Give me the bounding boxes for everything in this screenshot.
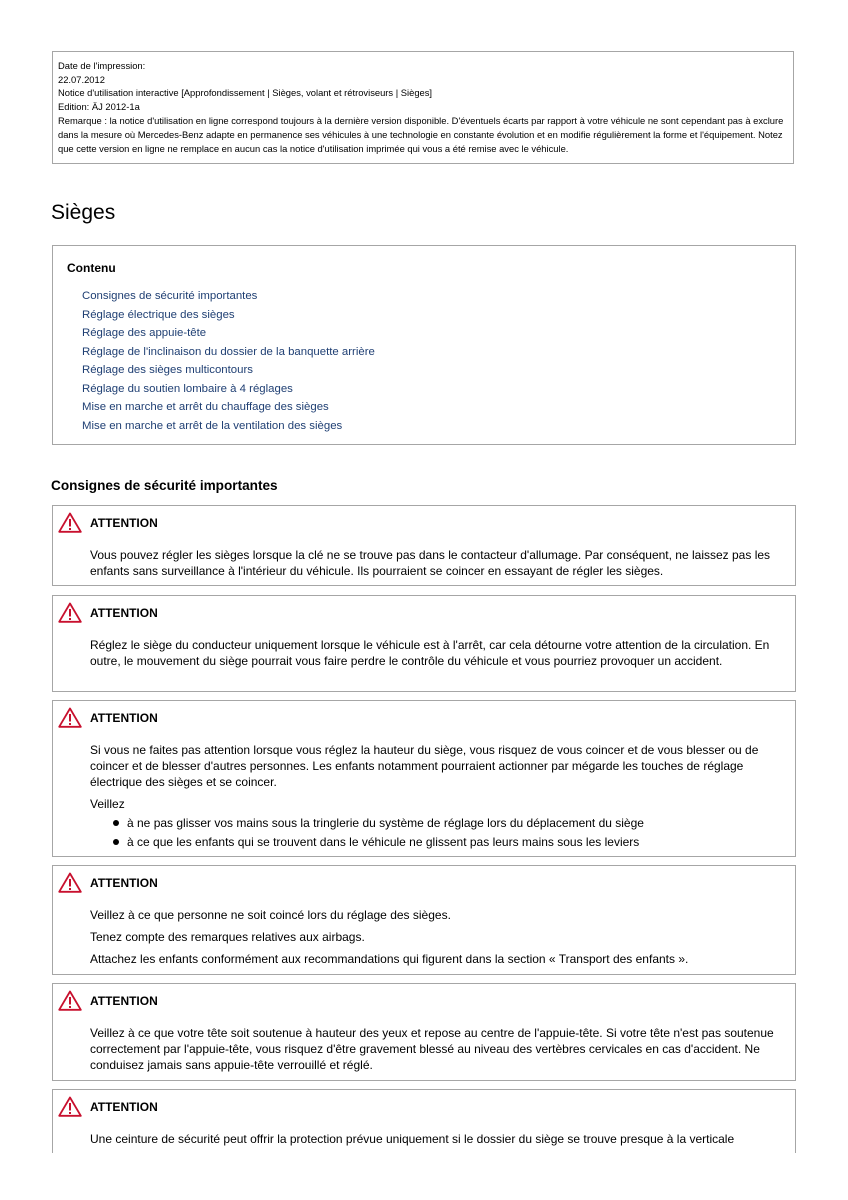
warning-body	[90, 907, 781, 973]
warning-body	[90, 637, 781, 675]
remark: Remarque : la notice d'utilisation en ligne correspond toujours à la dernière version disponible. D'éventuels écarts par rapport à votre véhicule ne sont cependant pas à exclure dans la mesure où Mercedes-Benz adapte en permanence ses véhicules à une technologie en constante évolution et en modifie régulièrement la forme et l'équipement. Notez que cette version en ligne ne remplace en aucun cas la notice d'utilisation imprimée qui vous a été remise avec le véhicule.	[58, 115, 784, 154]
page-title: Sièges	[51, 201, 116, 224]
warning-title: ATTENTION	[90, 994, 158, 1008]
section-title: Consignes de sécurité importantes	[51, 478, 278, 493]
edition: Edition: ÄJ 2012-1a	[58, 100, 140, 112]
warning-text: Veillez à ce que votre tête soit soutenue à hauteur des yeux et repose au centre de l'appuie-tête. Si votre tête n'est pas soutenue correctement par l'appuie-tête, vous risquez d'être gravement blessé au niveau des vertèbres cervicales en cas d'accident. Ne conduisez jamais sans appuie-tête verrouillé et réglé.	[90, 1026, 774, 1072]
toc-item	[82, 380, 781, 399]
warning-body	[90, 1025, 781, 1079]
toc-link-electric-seats[interactable]: Réglage électrique des sièges	[82, 308, 235, 321]
warning-box	[52, 700, 796, 857]
warning-box	[52, 1089, 796, 1153]
warning-triangle-icon	[58, 990, 82, 1011]
toc-link-seat-ventilation[interactable]: Mise en marche et arrêt de la ventilation des sièges	[82, 419, 343, 432]
warning-box	[52, 983, 796, 1081]
warning-title: ATTENTION	[90, 876, 158, 890]
warning-box	[52, 505, 796, 586]
warning-triangle-icon	[58, 707, 82, 728]
warning-title: ATTENTION	[90, 711, 158, 725]
warning-triangle-icon	[58, 512, 82, 533]
warning-body	[90, 742, 781, 851]
toc-link-safety[interactable]: Consignes de sécurité importantes	[82, 290, 258, 302]
warning-title: ATTENTION	[90, 516, 158, 530]
table-of-contents	[52, 245, 796, 445]
print-info-box	[52, 51, 794, 164]
toc-link-rear-backrest[interactable]: Réglage de l'inclinaison du dossier de la banquette arrière	[82, 345, 375, 358]
warning-title: ATTENTION	[90, 1100, 158, 1114]
toc-item	[82, 324, 781, 343]
toc-heading: Contenu	[67, 261, 116, 275]
toc-item	[82, 343, 781, 362]
toc-link-multicontour[interactable]: Réglage des sièges multicontours	[82, 364, 253, 376]
toc-list	[67, 287, 781, 435]
print-date-label: Date de l'impression:	[58, 60, 146, 71]
warning-title: ATTENTION	[90, 606, 158, 620]
warning-triangle-icon	[58, 872, 82, 893]
warning-body	[90, 547, 781, 585]
toc-item	[82, 306, 781, 325]
warning-text: Réglez le siège du conducteur uniquement lorsque le véhicule est à l'arrêt, car cela détourne votre attention de la circulation. En outre, le mouvement du siège pourrait vous faire perdre le contrôle du véhicule et vous pourriez provoquer un accident.	[90, 638, 770, 668]
warning-text: Une ceinture de sécurité peut offrir la protection prévue uniquement si le dossier du siège se trouve presque à la verticale	[90, 1132, 735, 1146]
warning-text: Si vous ne faites pas attention lorsque vous réglez la hauteur du siège, vous risquez de vous coincer et de vous blesser ou de coincer et de blesser d'autres personnes. Les enfants notamment pourraient actionner par mégarde les touches de réglage électrique des sièges et se coincer.	[90, 743, 759, 789]
warning-triangle-icon	[58, 1096, 82, 1117]
bullet-item: à ne pas glisser vos mains sous la tringlerie du système de réglage lors du déplacement du siège	[90, 814, 781, 833]
toc-item	[82, 361, 781, 380]
warning-text: Attachez les enfants conformément aux recommandations qui figurent dans la section « Transport des enfants ».	[90, 952, 689, 966]
warning-box	[52, 865, 796, 975]
manual-path: Notice d'utilisation interactive [Approfondissement | Sièges, volant et rétroviseurs | Sièges]	[58, 87, 433, 99]
warning-bullet-list	[90, 814, 781, 851]
warning-box	[52, 595, 796, 692]
warning-text: Veillez à ce que personne ne soit coincé lors du réglage des sièges.	[90, 908, 451, 922]
toc-link-seat-heating[interactable]: Mise en marche et arrêt du chauffage des sièges	[82, 401, 329, 413]
toc-item	[82, 287, 781, 306]
warning-body	[90, 1131, 781, 1153]
toc-link-lumbar[interactable]: Réglage du soutien lombaire à 4 réglages	[82, 382, 293, 395]
bullet-item: à ce que les enfants qui se trouvent dans le véhicule ne glissent pas leurs mains sous les leviers	[90, 833, 781, 852]
toc-link-head-restraints[interactable]: Réglage des appuie-tête	[82, 327, 207, 339]
warning-text: Veillez	[90, 797, 125, 811]
warning-text: Vous pouvez régler les sièges lorsque la clé ne se trouve pas dans le contacteur d'allumage. Par conséquent, ne laissez pas les enfants sans surveillance à l'intérieur du véhicule. Ils pourraient se coincer en essayant de régler les sièges.	[90, 548, 771, 578]
warning-text: Tenez compte des remarques relatives aux airbags.	[90, 930, 365, 944]
toc-item	[82, 417, 781, 436]
print-date: 22.07.2012	[58, 73, 105, 85]
warning-triangle-icon	[58, 602, 82, 623]
toc-item	[82, 398, 781, 417]
